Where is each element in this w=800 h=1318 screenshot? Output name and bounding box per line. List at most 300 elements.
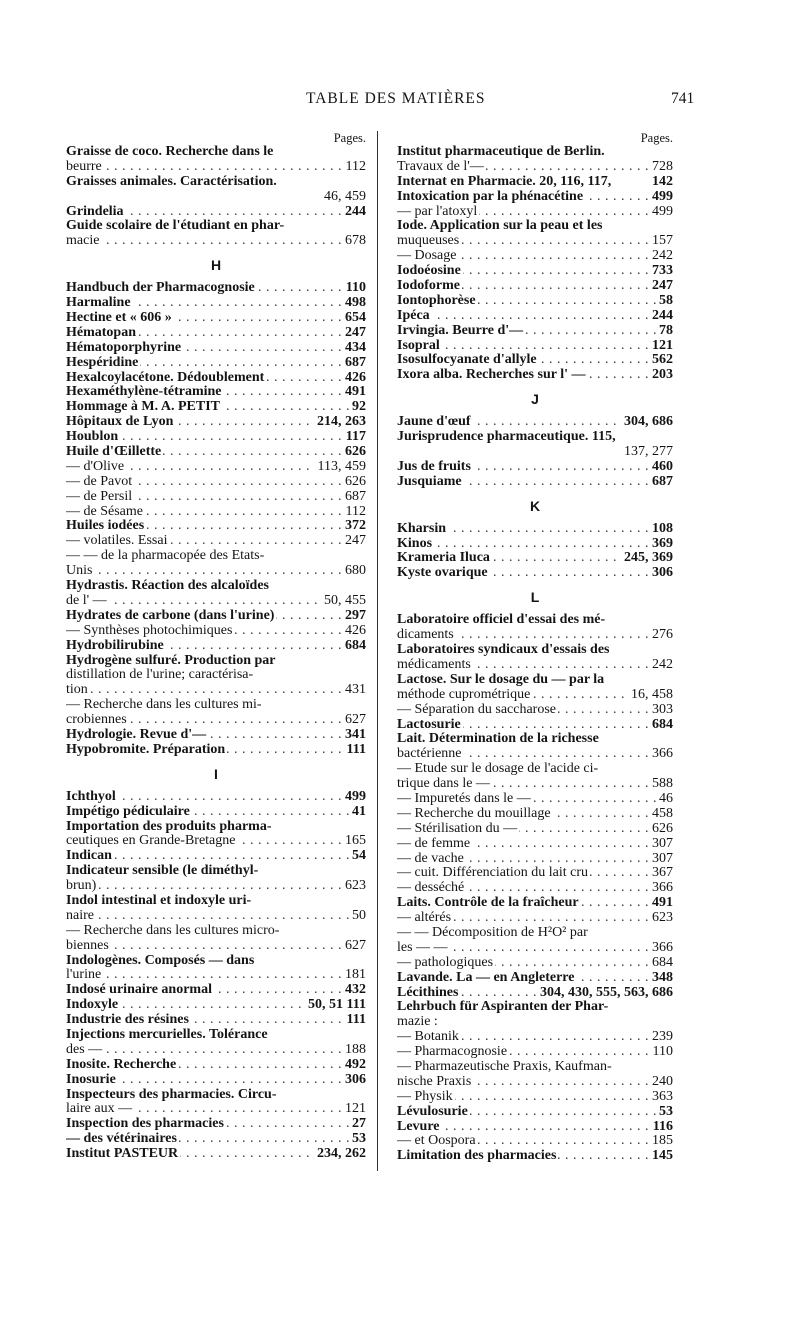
index-entry xyxy=(66,639,366,654)
index-entry xyxy=(66,1058,366,1073)
page-reference: 137, 277 xyxy=(621,445,673,460)
entry-text: — par l'atoxyl xyxy=(397,204,478,219)
index-entry xyxy=(66,954,366,969)
index-entry xyxy=(66,564,366,579)
index-entry xyxy=(66,1132,366,1147)
entry-text: distillation de l'urine; caractérisa- xyxy=(66,668,254,683)
section-letter: I xyxy=(214,765,218,782)
entry-text: Jus de fruits xyxy=(397,459,471,474)
index-entry xyxy=(397,658,673,673)
index-entry xyxy=(66,460,366,475)
index-entry xyxy=(397,777,673,792)
index-entry xyxy=(397,460,673,475)
page-reference: 687 xyxy=(649,475,673,490)
entry-text: Limitation des pharmacies xyxy=(397,1149,557,1164)
page-reference: 303 xyxy=(649,703,673,718)
index-entry xyxy=(397,566,673,581)
index-entry xyxy=(397,219,673,234)
index-entry xyxy=(397,613,673,628)
entry-text: — Botanik xyxy=(397,1030,459,1045)
page-reference: 157 xyxy=(649,234,673,249)
page-reference: 627 xyxy=(342,939,366,954)
entry-text: Hématoporphyrine xyxy=(66,340,182,355)
page-reference: 121 xyxy=(342,1102,366,1117)
page-reference: 366 xyxy=(649,941,673,956)
page-reference: 492 xyxy=(342,1058,366,1073)
page-reference: 239 xyxy=(649,1030,673,1045)
entry-text: — de femme xyxy=(397,836,471,851)
page-reference: 46 xyxy=(656,792,673,807)
entry-text: Graisses animales. Caractérisation. xyxy=(66,174,277,189)
page-reference: 113, 459 xyxy=(315,460,366,475)
entry-text: Kinos xyxy=(397,536,433,551)
entry-text: — et Oospora xyxy=(397,1134,476,1149)
page-reference: 276 xyxy=(649,628,673,643)
entry-text: — Recherche dans les cultures micro- xyxy=(66,923,280,938)
index-entry xyxy=(66,175,366,190)
index-entry xyxy=(66,698,366,713)
index-entry xyxy=(66,998,366,1013)
index-entry xyxy=(397,926,673,941)
page-reference: 499 xyxy=(649,190,673,205)
page-reference: 112 xyxy=(343,160,366,175)
entry-text: Jusquiame xyxy=(397,474,462,489)
page-reference: 111 xyxy=(344,1013,366,1028)
index-entry xyxy=(66,296,366,311)
index-entry xyxy=(397,1045,673,1060)
page-reference: 145 xyxy=(649,1149,673,1164)
entry-text: Lactosurie xyxy=(397,717,461,732)
index-entry xyxy=(66,609,366,624)
entry-text: — cuit. Différenciation du lait cru xyxy=(397,866,589,881)
index-entry xyxy=(397,430,673,445)
entry-text: Indol intestinal et indoxyle uri- xyxy=(66,893,252,908)
index-entry xyxy=(397,205,673,220)
page-reference: 366 xyxy=(649,747,673,762)
entry-text: Indologènes. Composés — dans xyxy=(66,953,255,968)
entry-text: macie xyxy=(66,234,100,249)
page-reference: 50, 51 111 xyxy=(305,998,366,1013)
index-entry xyxy=(397,1000,673,1015)
index-entry xyxy=(397,896,673,911)
index-column-left xyxy=(66,131,366,1162)
entry-text: muqueuses xyxy=(397,234,460,249)
index-entry xyxy=(397,522,673,537)
index-column-right xyxy=(397,131,673,1164)
index-entry xyxy=(66,371,366,386)
entry-text: Unis xyxy=(66,564,93,579)
page-reference: 306 xyxy=(342,1073,366,1088)
index-entry xyxy=(397,732,673,747)
page-reference: 367 xyxy=(649,866,673,881)
entry-text: Hydrogène sulfuré. Production par xyxy=(66,653,276,668)
section-letter: K xyxy=(529,497,541,514)
index-entry xyxy=(66,519,366,534)
index-entry xyxy=(397,294,673,309)
index-entry xyxy=(66,805,366,820)
entry-text: Inspection des pharmacies xyxy=(66,1117,224,1132)
page-reference: 165 xyxy=(342,834,366,849)
index-entry xyxy=(397,986,673,1001)
index-entry xyxy=(66,879,366,894)
page-reference: 117 xyxy=(343,430,366,445)
page-reference: 188 xyxy=(342,1043,366,1058)
index-entry xyxy=(397,747,673,762)
page-reference: 41 xyxy=(349,805,366,820)
entry-text: Laboratoire officiel d'essai des mé- xyxy=(397,613,606,628)
page-reference: 50, 455 xyxy=(321,594,366,609)
page-reference: 499 xyxy=(649,205,673,220)
index-entry xyxy=(397,956,673,971)
entry-text: Hexalcoylacétone. Dédoublement xyxy=(66,370,265,385)
page-reference: 426 xyxy=(342,371,366,386)
entry-text: Harmaline xyxy=(66,296,131,311)
index-entry xyxy=(66,549,366,564)
index-entry xyxy=(397,822,673,837)
entry-text: — volatiles. Essai xyxy=(66,534,168,549)
index-entry xyxy=(66,743,366,758)
page-reference: 307 xyxy=(649,852,673,867)
page-reference: 46, 459 xyxy=(321,190,366,205)
section-letter: J xyxy=(531,391,539,408)
page-reference: 54 xyxy=(349,849,366,864)
page-reference: 121 xyxy=(649,339,673,354)
index-entry xyxy=(66,1028,366,1043)
index-entry xyxy=(66,445,366,460)
page-reference: 112 xyxy=(343,505,366,520)
entry-text xyxy=(66,190,68,204)
entry-text: Huiles iodées xyxy=(66,519,145,534)
index-entry xyxy=(397,475,673,490)
entry-text: Guide scolaire de l'étudiant en phar- xyxy=(66,219,285,234)
entry-text: des — xyxy=(66,1042,103,1057)
entry-text: Hydrobilirubine xyxy=(66,638,164,653)
index-entry xyxy=(66,728,366,743)
entry-text: Indicateur sensible (le diméthyl- xyxy=(66,864,259,879)
page-reference: 142 xyxy=(649,175,673,190)
entry-text: — — de la pharmacopée des Etats- xyxy=(66,549,265,564)
page-reference: 626 xyxy=(342,445,366,460)
entry-text: Hespéridine xyxy=(66,355,139,370)
page-reference: 304, 686 xyxy=(621,415,673,430)
entry-text: Laboratoires syndicaux d'essais des xyxy=(397,643,610,658)
entry-text: Injections mercurielles. Tolérance xyxy=(66,1027,268,1042)
index-entry xyxy=(66,1013,366,1028)
entry-text: — de Sésame xyxy=(66,504,143,519)
entry-text: laire aux — xyxy=(66,1102,133,1117)
index-entry xyxy=(66,1117,366,1132)
entry-text: — Recherche dans les cultures mi- xyxy=(66,698,262,713)
index-entry xyxy=(397,852,673,867)
entry-text: Lehrbuch für Aspiranten der Phar- xyxy=(397,1000,609,1015)
entry-text: Iodoforme xyxy=(397,279,460,294)
entry-text: Institut PASTEUR xyxy=(66,1147,179,1162)
index-entry xyxy=(66,490,366,505)
index-entry xyxy=(397,309,673,324)
entry-text: Lévulosurie xyxy=(397,1104,468,1119)
page-reference: 110 xyxy=(343,281,366,296)
page-reference: 434 xyxy=(342,341,366,356)
entry-text: — altérés xyxy=(397,911,452,926)
page-reference: 458 xyxy=(649,807,673,822)
page-reference: 242 xyxy=(649,249,673,264)
index-entry xyxy=(397,1060,673,1075)
page-reference: 687 xyxy=(342,490,366,505)
index-entry xyxy=(66,864,366,879)
index-entry xyxy=(397,324,673,339)
pages-column-label: Pages. xyxy=(640,131,673,145)
page-reference: 58 xyxy=(656,294,673,309)
index-entry xyxy=(397,175,673,190)
page-reference: 240 xyxy=(649,1075,673,1090)
page-reference: 626 xyxy=(342,475,366,490)
page-reference: 53 xyxy=(656,1105,673,1120)
entry-text: — Stérilisation du — xyxy=(397,821,518,836)
entry-text: médicaments xyxy=(397,657,471,672)
page-reference: 78 xyxy=(656,324,673,339)
entry-text: Iodoéosine xyxy=(397,264,461,279)
index-entry xyxy=(397,368,673,383)
page-reference: 247 xyxy=(649,279,673,294)
page-reference: 733 xyxy=(649,264,673,279)
index-entry xyxy=(66,1102,366,1117)
entry-text: Indican xyxy=(66,849,112,864)
entry-text: Indosé urinaire anormal xyxy=(66,983,212,998)
page-reference: 627 xyxy=(342,713,366,728)
index-entry xyxy=(66,205,366,220)
index-entry xyxy=(66,894,366,909)
entry-text: Ipéca xyxy=(397,308,430,323)
entry-text: Krameria Iluca xyxy=(397,551,490,566)
index-entry xyxy=(66,326,366,341)
page-reference: 16, 458 xyxy=(628,688,673,703)
index-entry xyxy=(66,341,366,356)
page-header xyxy=(0,90,800,112)
index-entry xyxy=(66,505,366,520)
index-entry xyxy=(397,1030,673,1045)
index-entry xyxy=(66,713,366,728)
page-reference: 50 xyxy=(349,909,366,924)
index-entry xyxy=(66,190,366,205)
index-entry xyxy=(66,281,366,296)
entry-text: Impétigo pédiculaire xyxy=(66,804,190,819)
page-reference: 242 xyxy=(649,658,673,673)
page-reference: 247 xyxy=(342,534,366,549)
page-reference: 654 xyxy=(342,311,366,326)
index-entry xyxy=(397,866,673,881)
page-reference: 297 xyxy=(342,609,366,624)
index-entry xyxy=(66,234,366,249)
index-entry xyxy=(397,971,673,986)
entry-text: — Pharmazeutische Praxis, Kaufman- xyxy=(397,1059,612,1074)
entry-text: Importation des produits pharma- xyxy=(66,819,272,834)
page-reference: 369 xyxy=(649,537,673,552)
page-reference: 623 xyxy=(342,879,366,894)
entry-text: Laits. Contrôle de la fraîcheur xyxy=(397,896,579,911)
index-entry xyxy=(397,628,673,643)
index-entry xyxy=(66,849,366,864)
page-reference: 431 xyxy=(342,683,366,698)
index-entry xyxy=(397,190,673,205)
entry-text: — de vache xyxy=(397,851,464,866)
page-reference: 426 xyxy=(342,624,366,639)
entry-text: — Pharmacognosie xyxy=(397,1045,508,1060)
index-entry xyxy=(397,792,673,807)
index-entry xyxy=(397,145,673,160)
page-reference: 491 xyxy=(649,896,673,911)
entry-text: nische Praxis xyxy=(397,1074,472,1089)
index-entry xyxy=(66,790,366,805)
running-title: TABLE DES MATIÈRES xyxy=(306,90,486,107)
entry-text: ceutiques en Grande-Bretagne xyxy=(66,834,236,849)
entry-text: — Synthèses photochimiques xyxy=(66,623,233,638)
page-reference: 680 xyxy=(342,564,366,579)
entry-text: Iontophorèse xyxy=(397,293,476,308)
index-entry xyxy=(66,534,366,549)
entry-text: — d'Olive xyxy=(66,459,125,474)
page-reference: 247 xyxy=(342,326,366,341)
entry-text: dicaments xyxy=(397,628,454,643)
index-entry xyxy=(397,688,673,703)
index-entry xyxy=(397,881,673,896)
index-entry xyxy=(66,683,366,698)
entry-text: — pathologiques xyxy=(397,955,494,970)
page-reference: 678 xyxy=(342,234,366,249)
index-entry xyxy=(397,1149,673,1164)
page-reference: 92 xyxy=(349,400,366,415)
page-reference: 108 xyxy=(649,522,673,537)
entry-text: — Impuretés dans le — xyxy=(397,791,531,806)
index-entry xyxy=(66,415,366,430)
entry-text: Iode. Application sur la peau et les xyxy=(397,219,603,234)
entry-text: Lavande. La — en Angleterre xyxy=(397,970,575,985)
entry-text: Indoxyle xyxy=(66,998,119,1013)
entry-text: méthode cuprométrique xyxy=(397,687,531,702)
page-reference: 687 xyxy=(342,356,366,371)
index-entry xyxy=(66,219,366,234)
index-entry xyxy=(397,703,673,718)
index-entry xyxy=(397,807,673,822)
index-entry xyxy=(66,968,366,983)
index-entry xyxy=(66,924,366,939)
page-reference: 27 xyxy=(349,1117,366,1132)
entry-text: Huile d'Œillette xyxy=(66,445,162,460)
entry-text xyxy=(397,445,399,459)
page-reference: 432 xyxy=(342,983,366,998)
page-reference: 245, 369 xyxy=(621,551,673,566)
index-entry xyxy=(66,834,366,849)
entry-text: — Recherche du mouillage xyxy=(397,806,551,821)
page-reference: 185 xyxy=(649,1134,673,1149)
index-entry xyxy=(397,718,673,733)
page-number: 741 xyxy=(671,90,695,107)
entry-text: mazie : xyxy=(397,1015,438,1030)
index-entry xyxy=(397,1120,673,1135)
index-entry xyxy=(397,1075,673,1090)
column-divider xyxy=(377,131,378,1171)
page-reference: 116 xyxy=(650,1120,673,1135)
index-entry xyxy=(66,939,366,954)
index-entry xyxy=(397,762,673,777)
entry-text: Grindelia xyxy=(66,204,124,219)
entry-text: tion xyxy=(66,683,88,698)
index-entry xyxy=(66,909,366,924)
entry-text: beurre xyxy=(66,159,102,174)
entry-text: brun) xyxy=(66,879,97,894)
index-entry xyxy=(397,643,673,658)
entry-text: crobiennes xyxy=(66,713,127,728)
entry-text: trique dans le — xyxy=(397,777,490,792)
page-reference: 366 xyxy=(649,881,673,896)
index-entry xyxy=(66,1073,366,1088)
page-reference: 244 xyxy=(342,205,366,220)
page-reference: 499 xyxy=(342,790,366,805)
entry-text: Hydrologie. Revue d'— xyxy=(66,727,207,742)
index-entry xyxy=(66,1043,366,1058)
index-entry xyxy=(66,1147,366,1162)
page-reference: 307 xyxy=(649,837,673,852)
entry-text: — Séparation du saccharose xyxy=(397,702,556,717)
page-reference: 234, 262 xyxy=(314,1147,366,1162)
index-entry xyxy=(397,1105,673,1120)
entry-text: Lactose. Sur le dosage du — par la xyxy=(397,672,605,687)
entry-text: Inosite. Recherche xyxy=(66,1057,177,1072)
entry-text: Jaune d'œuf xyxy=(397,415,471,430)
section-letter: L xyxy=(530,589,540,606)
index-entry xyxy=(66,430,366,445)
page-reference: 623 xyxy=(649,911,673,926)
entry-text: — des vétérinaires xyxy=(66,1132,177,1147)
entry-text: Internat en Pharmacie. 20, 116, 117, xyxy=(397,174,612,189)
index-entry xyxy=(66,160,366,175)
page-reference: 181 xyxy=(342,968,366,983)
index-entry xyxy=(397,1090,673,1105)
index-entry xyxy=(66,624,366,639)
index-entry xyxy=(66,654,366,669)
index-entry xyxy=(66,475,366,490)
page-reference: 562 xyxy=(649,353,673,368)
index-entry xyxy=(66,400,366,415)
entry-text: Hydrates de carbone (dans l'urine) xyxy=(66,608,275,623)
entry-text: Hommage à M. A. PETIT xyxy=(66,400,220,415)
index-entry xyxy=(397,279,673,294)
entry-text: Jurisprudence pharmaceutique. 115, xyxy=(397,430,616,445)
page-reference: 244 xyxy=(649,309,673,324)
index-entry xyxy=(66,983,366,998)
entry-text: Intoxication par la phénacétine xyxy=(397,189,584,204)
entry-text: Kyste ovarique xyxy=(397,566,488,581)
section-letter: H xyxy=(210,257,222,274)
index-entry xyxy=(397,415,673,430)
index-entry xyxy=(66,579,366,594)
index-entry xyxy=(397,1015,673,1030)
page-reference: 372 xyxy=(342,519,366,534)
index-entry xyxy=(66,594,366,609)
entry-text: de l' — xyxy=(66,593,107,608)
entry-text: Hôpitaux de Lyon xyxy=(66,415,174,430)
page-reference: 491 xyxy=(342,385,366,400)
index-entry xyxy=(66,1088,366,1103)
index-entry xyxy=(66,311,366,326)
page-reference: 363 xyxy=(649,1090,673,1105)
entry-text: Hypobromite. Préparation xyxy=(66,742,226,757)
index-entry xyxy=(397,1134,673,1149)
index-entry xyxy=(397,941,673,956)
entry-text: Lait. Détermination de la richesse xyxy=(397,732,599,747)
entry-text: Irvingia. Beurre d'— xyxy=(397,323,524,338)
entry-text: naire xyxy=(66,908,94,923)
index-entry xyxy=(397,537,673,552)
